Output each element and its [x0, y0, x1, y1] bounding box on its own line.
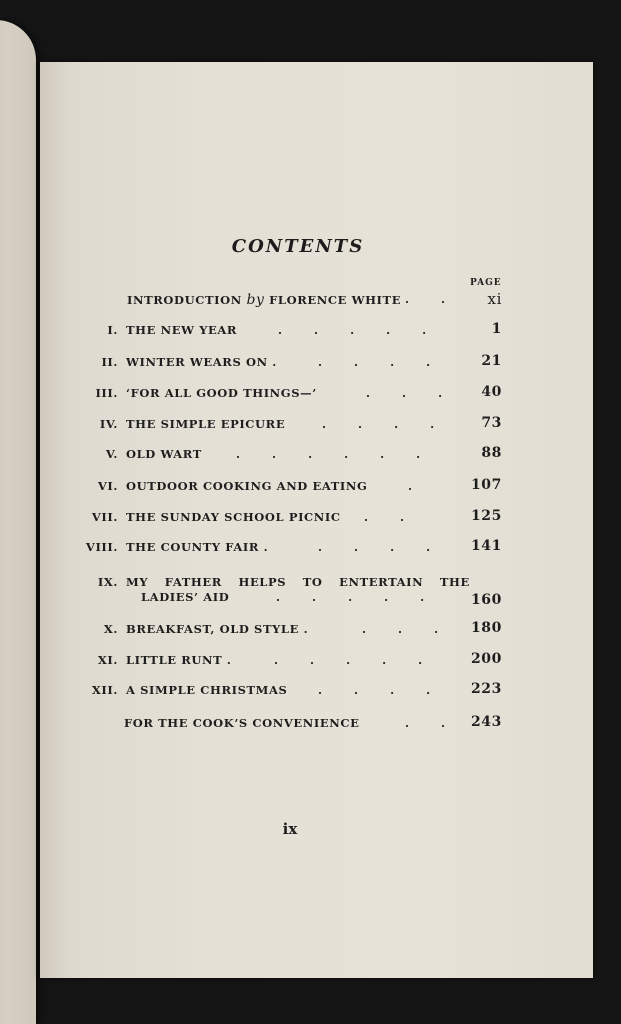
- chapter-number: X.: [103, 622, 118, 636]
- appendix-title: FOR THE COOK’S CONVENIENCE: [124, 716, 360, 730]
- contents-title: CONTENTS: [231, 236, 365, 257]
- leader-dots: . . . .: [318, 355, 431, 369]
- leader-dots: . . . .: [318, 683, 431, 697]
- toc-page-number: xi: [487, 290, 502, 308]
- leader-dots: . . . . .: [278, 323, 427, 337]
- leader-dots: . . . . .: [274, 653, 423, 667]
- toc-page-number: 243: [470, 714, 502, 730]
- chapter-title: LITTLE RUNT .: [126, 653, 232, 667]
- leader-dots: . . . . .: [276, 590, 425, 604]
- chapter-number: XII.: [91, 683, 118, 697]
- leader-dots: . . .: [362, 622, 439, 636]
- leader-dots: . . . . . .: [236, 447, 421, 461]
- intro-author: FLORENCE WHITE: [269, 293, 402, 307]
- folio-page-number: ix: [282, 820, 298, 838]
- chapter-title: A SIMPLE CHRISTMAS: [126, 683, 288, 697]
- chapter-number: V.: [105, 447, 118, 461]
- chapter-number: II.: [101, 355, 118, 369]
- chapter-title: BREAKFAST, OLD STYLE .: [126, 622, 309, 636]
- chapter-number: IV.: [99, 417, 118, 431]
- chapter-title: MY FATHER HELPS TO ENTERTAIN THE: [126, 575, 470, 589]
- chapter-title: WINTER WEARS ON .: [126, 355, 277, 369]
- chapter-number: VI.: [97, 479, 118, 493]
- leader-dots: . . . .: [322, 417, 435, 431]
- chapter-title: OLD WART: [126, 447, 202, 461]
- chapter-number: VII.: [91, 510, 118, 524]
- toc-page-number: 1: [491, 321, 502, 337]
- chapter-number: IX.: [97, 575, 118, 589]
- leader-dots: . . . .: [318, 540, 431, 554]
- toc-page-number: 21: [481, 353, 502, 369]
- toc-page-number: 125: [470, 508, 502, 524]
- toc-page-number: 40: [481, 384, 502, 400]
- toc-page-number: 160: [470, 592, 502, 608]
- toc-page-number: 107: [470, 477, 502, 493]
- page-column-heading: PAGE: [470, 278, 502, 288]
- toc-page-number: 223: [470, 681, 502, 697]
- leader-dots: . .: [405, 292, 446, 306]
- chapter-title: OUTDOOR COOKING AND EATING: [126, 479, 368, 493]
- intro-label: INTRODUCTION: [127, 293, 242, 307]
- toc-page-number: 200: [470, 651, 502, 667]
- leader-dots: . . .: [366, 386, 443, 400]
- toc-page-number: 73: [481, 415, 502, 431]
- chapter-title: THE COUNTY FAIR .: [126, 540, 269, 554]
- leader-dots: .: [408, 479, 413, 493]
- chapter-title-continued: LADIES’ AID: [141, 590, 230, 604]
- intro-by: by: [246, 292, 265, 308]
- leader-dots: . .: [405, 716, 446, 730]
- chapter-number: VIII.: [85, 540, 118, 554]
- chapter-number: XI.: [97, 653, 118, 667]
- chapter-title: ‘FOR ALL GOOD THINGS—’: [126, 386, 317, 400]
- chapter-title: THE SUNDAY SCHOOL PICNIC: [126, 510, 341, 524]
- chapter-title: THE SIMPLE EPICURE: [126, 417, 286, 431]
- toc-page-number: 141: [470, 538, 502, 554]
- toc-page-number: 180: [470, 620, 502, 636]
- chapter-number: I.: [107, 323, 118, 337]
- toc-page-number: 88: [481, 445, 502, 461]
- chapter-number: III.: [95, 386, 118, 400]
- chapter-title: THE NEW YEAR: [126, 323, 238, 337]
- leader-dots: . .: [364, 510, 405, 524]
